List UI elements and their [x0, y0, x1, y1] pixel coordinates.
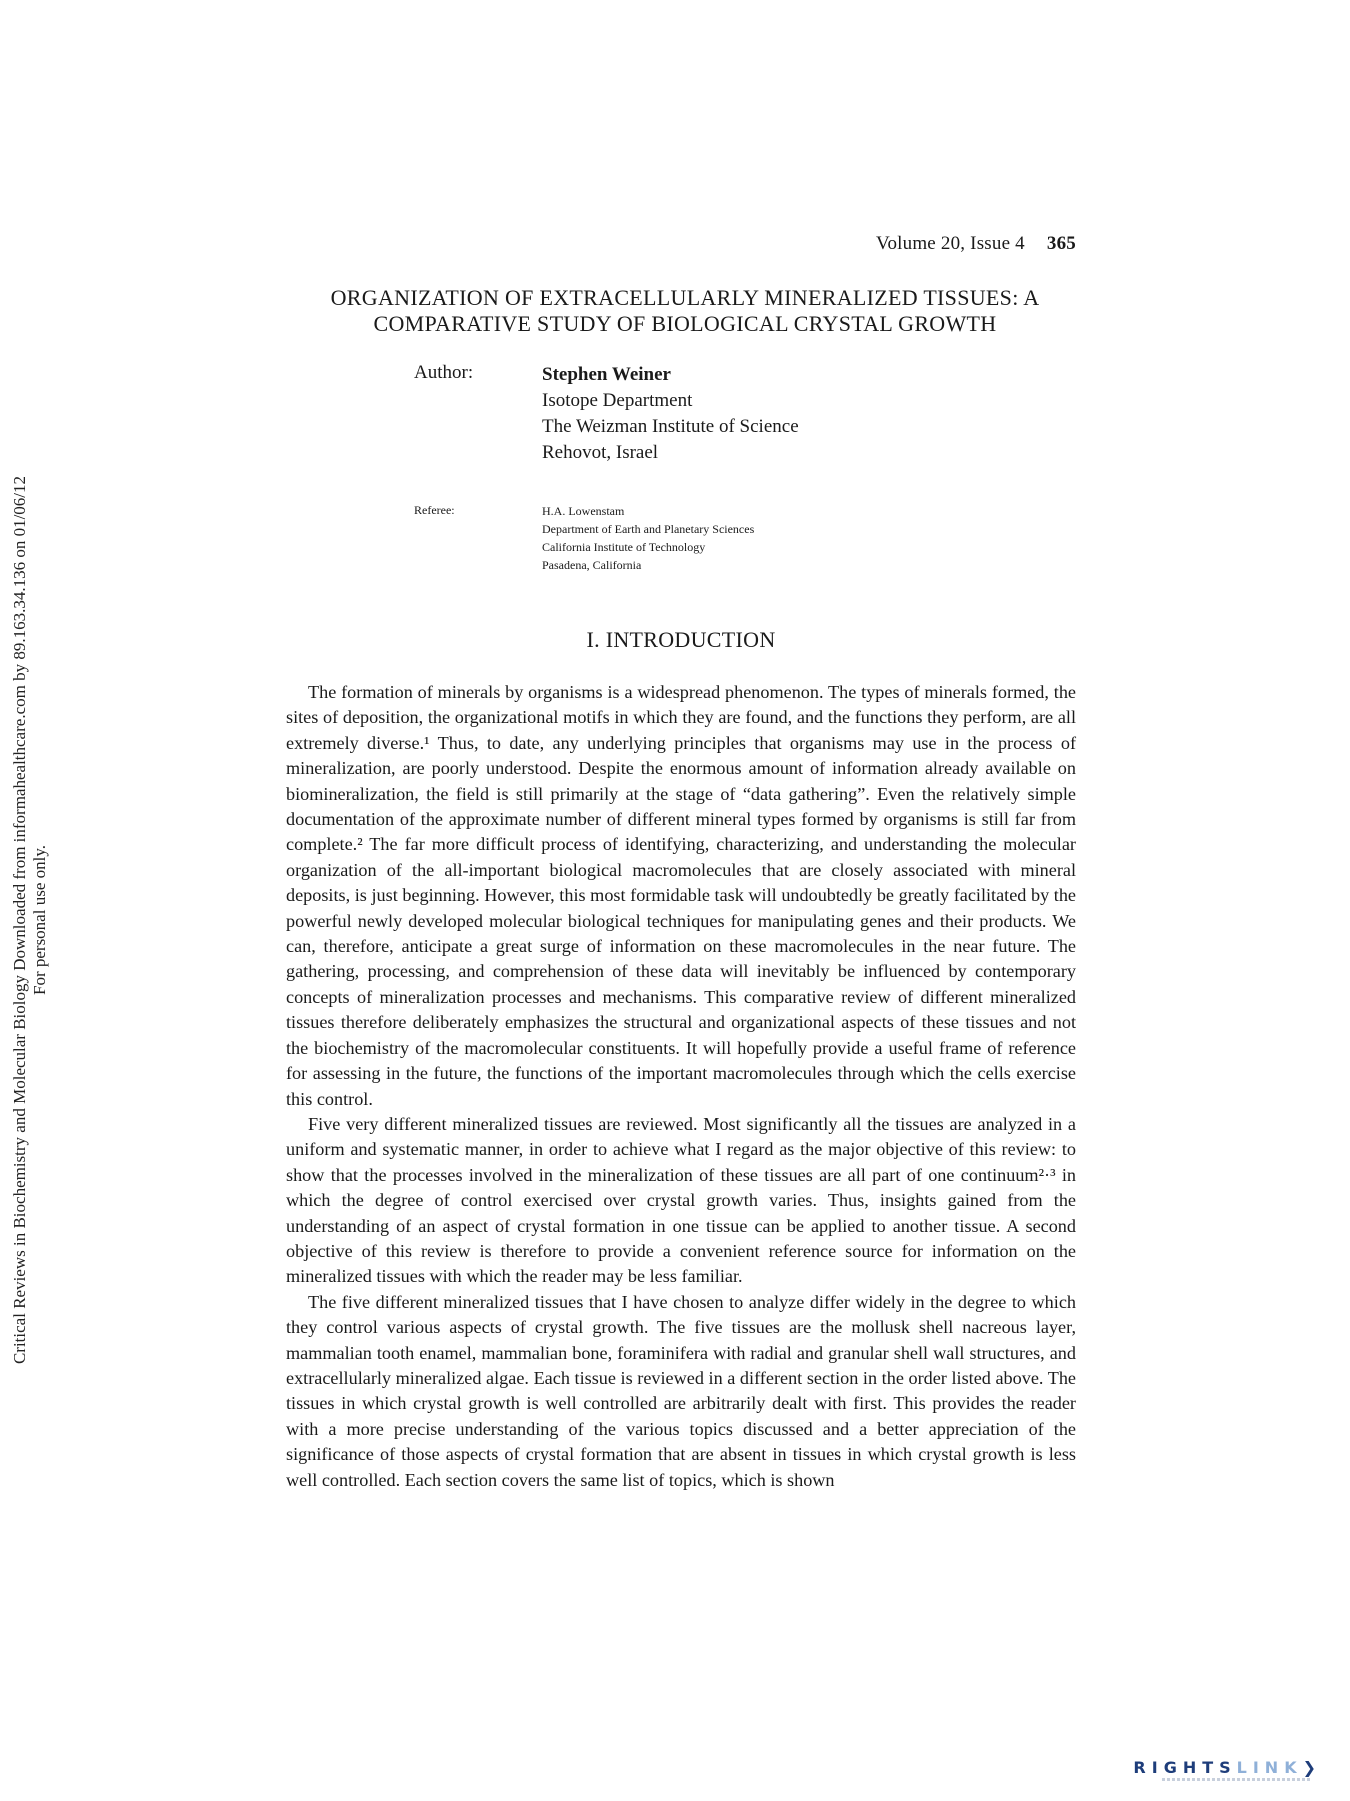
referee-affiliation-line: California Institute of Technology — [542, 540, 706, 554]
article-title — [290, 285, 1080, 337]
watermark-line-2: For personal use only. — [30, 845, 49, 996]
section-heading: I. INTRODUCTION — [586, 627, 776, 652]
paragraph: The five different mineralized tissues that I have chosen to analyze differ widely in the degree to which they control various aspects of crystal growth. The five tissues are the mollusk shell nacreous layer, mammalian tooth enamel, mammalian bone, foraminifera with radial and granular shell wall structures, and extracellularly mineralized algae. Each tissue is reviewed in a different section in the order listed above. The tissues in which crystal growth is well controlled are arbitrarily dealt with first. This provides the reader with a more precise understanding of the various topics discussed and a better appreciation of the significance of those aspects of crystal formation that are absent in tissues in which crystal growth is less well controlled. Each section covers the same list of topics, which is shown — [286, 1291, 1076, 1490]
referee-affiliation-line: Pasadena, California — [542, 558, 642, 572]
title-line-2: COMPARATIVE STUDY OF BIOLOGICAL CRYSTAL GROWTH — [373, 311, 997, 336]
referee-affiliation-line: Department of Earth and Planetary Sciences — [542, 522, 755, 536]
page-number: 365 — [1046, 233, 1076, 254]
referee-name: H.A. Lowenstam — [542, 504, 625, 518]
author-affiliation-line: Isotope Department — [542, 390, 693, 411]
paragraph: Five very different mineralized tissues are reviewed. Most significantly all the tissues are analyzed in a uniform and systematic manner, in order to achieve what I regard as the major objective of this review: to show that the processes involved in the mineralization of these tissues are all part of one continuum²·³ in which the degree of control exercised over crystal growth varies. Thus, insights gained from the understanding of an aspect of crystal formation in one tissue can be applied to another tissue. A second objective of this review is therefore to provide a convenient reference source for information on the mineralized tissues with which the reader may be less familiar. — [286, 1113, 1076, 1287]
logo-text-dark: RIGHTS — [1133, 1758, 1237, 1777]
title-line-1: ORGANIZATION OF EXTRACELLULARLY MINERALIZED TISSUES: A — [330, 285, 1040, 310]
download-watermark — [0, 0, 60, 1801]
author-affiliation-line: The Weizman Institute of Science — [542, 416, 799, 437]
logo-arrow-icon: ❯ — [1302, 1758, 1316, 1777]
author-affiliation-line: Rehovot, Israel — [542, 442, 659, 463]
body-text — [286, 680, 1076, 1493]
author-block — [542, 362, 799, 466]
running-header — [876, 233, 1076, 255]
logo-tagline-rule — [1162, 1778, 1312, 1781]
volume-issue: Volume 20, Issue 4 — [875, 233, 1025, 254]
watermark-line-1: Critical Reviews in Biochemistry and Molecular Biology Downloaded from informahealthcare.com by 89.163.34.136 on 01/06/12 — [10, 475, 29, 1365]
logo-text-light: LINK — [1236, 1758, 1303, 1777]
rightslink-logo[interactable] — [1133, 1758, 1316, 1777]
author-name: Stephen Weiner — [542, 364, 671, 385]
referee-block — [542, 502, 754, 574]
paragraph: The formation of minerals by organisms is a widespread phenomenon. The types of minerals formed, the sites of deposition, the organizational motifs in which they are found, and the functions they perform, are all extremely diverse.¹ Thus, to date, any underlying principles that organisms may use in the process of mineralization, are poorly understood. Despite the enormous amount of information already available on biomineralization, the field is still primarily at the stage of “data gathering”. Even the relatively simple documentation of the approximate number of different mineral types formed by organisms is still far from complete.² The far more difficult process of identifying, characterizing, and understanding the molecular organization of the all-important biological macromolecules that are closely associated with mineral deposits, is just beginning. However, this most formidable task will undoubtedly be greatly facilitated by the powerful newly developed molecular biological techniques for manipulating genes and their products. We can, therefore, anticipate a great surge of information on these macromolecules in the near future. The gathering, processing, and comprehension of these data will inevitably be influenced by contemporary concepts of mineralization processes and mechanisms. This comparative review of different mineralized tissues therefore deliberately emphasizes the structural and organizational aspects of these tissues and not the biochemistry of the macromolecular constituents. It will hopefully provide a useful frame of reference for assessing in the future, the functions of the important macromolecules through which the cells exercise this control. — [286, 682, 1076, 1109]
author-label: Author: — [414, 362, 474, 383]
referee-label: Referee: — [414, 503, 455, 517]
